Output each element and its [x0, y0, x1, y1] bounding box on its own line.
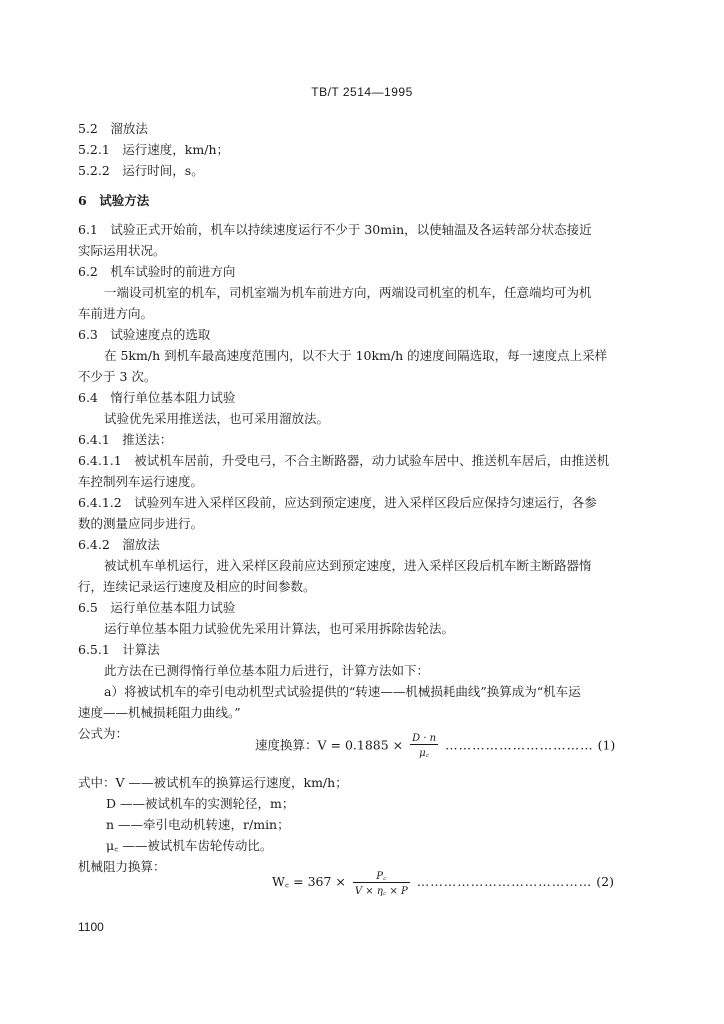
text-line: 6.4.2 溜放法 [78, 537, 160, 552]
text-line: D ——被试机车的实测轮径，m； [106, 796, 295, 811]
text-line: 6.2 机车试验时的前进方向 [78, 264, 236, 279]
text-line: 6.4.1.1 被试机车居前，升受电弓，不合主断路器，动力试验车居中、推送机车居后，由推送机 [78, 453, 610, 468]
text-line: 6.5 运行单位基本阻力试验 [78, 600, 236, 615]
formula-mechanical-resistance [272, 868, 614, 897]
text-line: 在 5km/h 到机车最高速度范围内，以不大于 10km/h 的速度间隔选取，每一速度点上采样 [104, 348, 608, 363]
page-number: 1100 [78, 920, 104, 934]
text-line: 实际运用状况。 [78, 243, 166, 258]
text-line: 此方法在已测得惰行单位基本阻力后进行，计算方法如下： [104, 663, 430, 678]
text-line: 速度——机械损耗阻力曲线。” [78, 705, 241, 720]
formula-denominator: V × η꜀ × P [354, 886, 408, 897]
formula-fraction [410, 733, 438, 759]
text-line: 6.4.1 推送法： [78, 432, 173, 447]
text-line: 6.4 惰行单位基本阻力试验 [78, 390, 236, 405]
text-line: a）将被试机车的牵引电动机型式试验提供的“转速——机械损耗曲线”换算成为“机车运 [104, 684, 581, 699]
text-line: 试验优先采用推送法，也可采用溜放法。 [104, 411, 330, 426]
text-line: 数的测量应同步进行。 [78, 516, 204, 531]
text-line: 机械阻力换算： [78, 859, 166, 874]
formula-leader-dots: …………………………… [445, 737, 594, 753]
text-line: 6.3 试验速度点的选取 [78, 327, 211, 342]
text-line: 5.2 溜放法 [78, 121, 148, 136]
formula-leader-dots: ………………………………… [416, 874, 593, 889]
text-line: 6 试验方法 [78, 193, 150, 208]
text-line: 车控制列车运行速度。 [78, 474, 204, 489]
text-line: μ꜀ ——被试机车齿轮传动比。 [106, 838, 273, 853]
text-line: 5.2.1 运行速度，km/h； [78, 142, 229, 157]
formula-number: (2) [596, 874, 614, 889]
formula-fraction [353, 868, 410, 897]
text-line: 车前进方向。 [78, 306, 154, 321]
text-line: n ——牵引电动机转速，r/min； [106, 817, 290, 832]
formula-denominator: μ꜀ [419, 748, 430, 759]
formula-number: (1) [597, 737, 616, 753]
text-line: 行，连续记录运行速度及相应的时间参数。 [78, 579, 316, 594]
text-line: 6.1 试验正式开始前，机车以持续速度运行不少于 30min，以使轴温及各运转部分状态接近 [78, 222, 592, 237]
standard-header: TB/T 2514—1995 [311, 85, 413, 99]
formula-speed-conversion [255, 733, 615, 759]
text-line: 公式为： [78, 726, 129, 741]
text-line: 5.2.2 运行时间，s。 [78, 163, 204, 178]
text-line: 一端设司机室的机车，司机室端为机车前进方向，两端设司机室的机车，任意端均可为机 [104, 285, 592, 300]
text-line: 6.4.1.2 试验列车进入采样区段前，应达到预定速度，进入采样区段后应保持匀速运行，各参 [78, 495, 597, 510]
text-line: 运行单位基本阻力试验优先采用计算法，也可采用拆除齿轮法。 [104, 621, 455, 636]
text-line: 6.5.1 计算法 [78, 642, 160, 657]
formula-numerator: D · n [412, 733, 437, 744]
formula-numerator: P꜀ [353, 868, 410, 883]
text-line: 被试机车单机运行，进入采样区段前应达到预定速度，进入采样区段后机车断主断路器惰 [104, 558, 592, 573]
formula-lead: 速度换算：V = 0.1885 × [255, 737, 404, 753]
formula-lead: W꜀ = 367 × [272, 874, 346, 889]
text-line: 不少于 3 次。 [78, 369, 157, 384]
text-line: 式中：V ——被试机车的换算运行速度，km/h； [78, 775, 348, 790]
